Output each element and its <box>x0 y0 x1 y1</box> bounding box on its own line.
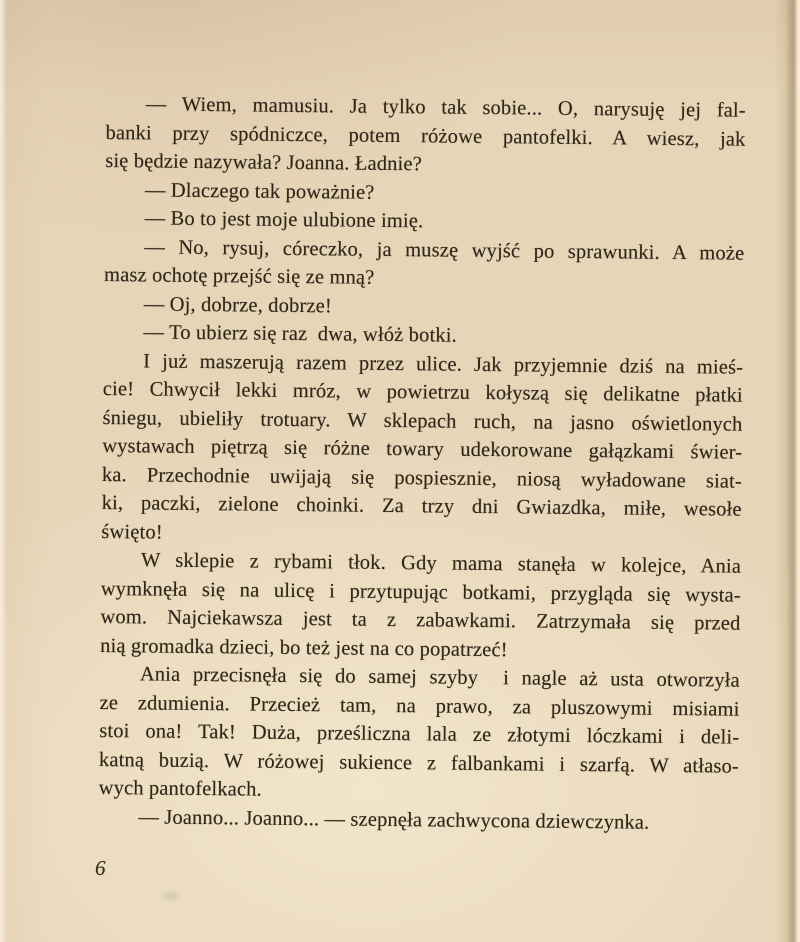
text-line: — Oj, dobrze, dobrze! <box>143 292 333 317</box>
text-line: — Bo to jest moje ulubione imię. <box>144 207 424 233</box>
text-line: śniegu, ubieliły trotuary. W sklepach ruch, na jasno oświetlonych <box>102 406 743 436</box>
text-line: masz ochotę przejść się ze mną? <box>103 263 375 289</box>
text-line: ki, paczki, zielone choinki. Za trzy dni Gwiazdka, miłe, wesołe <box>101 491 742 521</box>
text-line: wystawach piętrzą się różne towary udekorowane gałązkami świer- <box>102 434 743 464</box>
text-line: — To ubierz się raz dwa, włóż botki. <box>143 321 457 347</box>
text-line: W sklepie z rybami tłok. Gdy mama stanęła w kolejce, Ania <box>140 549 742 578</box>
page-number: 6 <box>95 856 106 880</box>
text-line: Ania przecisnęła się do samej szyby i nagle aż usta otworzyła <box>139 663 740 692</box>
text-block <box>98 90 746 838</box>
text-line: stoi ona! Tak! Duża, prześliczna lala ze złotymi lóczkami i deli- <box>99 719 740 749</box>
paragraph <box>105 90 746 182</box>
text-line: banki przy spódniczce, potem różowe pantofelki. A wiesz, jak <box>105 121 746 151</box>
paragraph <box>99 660 740 809</box>
text-line: ze zdumienia. Przecież tam, na prawo, za pluszowymi misiami <box>99 691 740 721</box>
text-line: — Dlaczego tak poważnie? <box>144 178 375 204</box>
ink-smudge <box>158 888 184 904</box>
text-line: I już maszerują razem przez ulice. Jak przyjemnie dziś na mieś- <box>143 349 744 379</box>
text-line: cie! Chwycił lekki mróz, w powietrzu kołyszą się delikatne płatki <box>102 377 743 407</box>
paragraph <box>101 346 743 552</box>
text-line: nią gromadka dzieci, bo też jest na co popatrzeć! <box>100 634 508 661</box>
text-line: się będzie nazywała? Joanna. Ładnie? <box>105 149 423 176</box>
text-line: katną buzią. W różowej sukience z falbankami i szarfą. W atłaso- <box>98 748 740 778</box>
text-line: wymknęła się na ulicę i przytupując botkami, przygląda się wysta- <box>100 577 741 607</box>
text-line: wom. Najciekawsza jest ta z zabawkami. Zatrzymała się przed <box>100 605 741 635</box>
paragraph <box>98 802 738 837</box>
text-line: ka. Przechodnie uwijają się pospiesznie, niosą wyładowane siat- <box>101 463 743 493</box>
page-right-edge-shadow <box>774 0 800 942</box>
text-line: wych pantofelkach. <box>98 776 263 801</box>
paragraph <box>104 232 745 296</box>
text-line: — Wiem, mamusiu. Ja tylko tak sobie... O, narysuję jej fal- <box>145 93 746 122</box>
paragraph <box>100 546 741 667</box>
text-line: — No, rysuj, córeczko, ja muszę wyjść po sprawunki. A może <box>144 235 745 265</box>
page-left-edge-highlight <box>0 0 7 942</box>
text-line: — Joanno... Joanno... — szepnęła zachwycona dziewczynka. <box>138 805 650 834</box>
text-line: święto! <box>101 520 163 544</box>
